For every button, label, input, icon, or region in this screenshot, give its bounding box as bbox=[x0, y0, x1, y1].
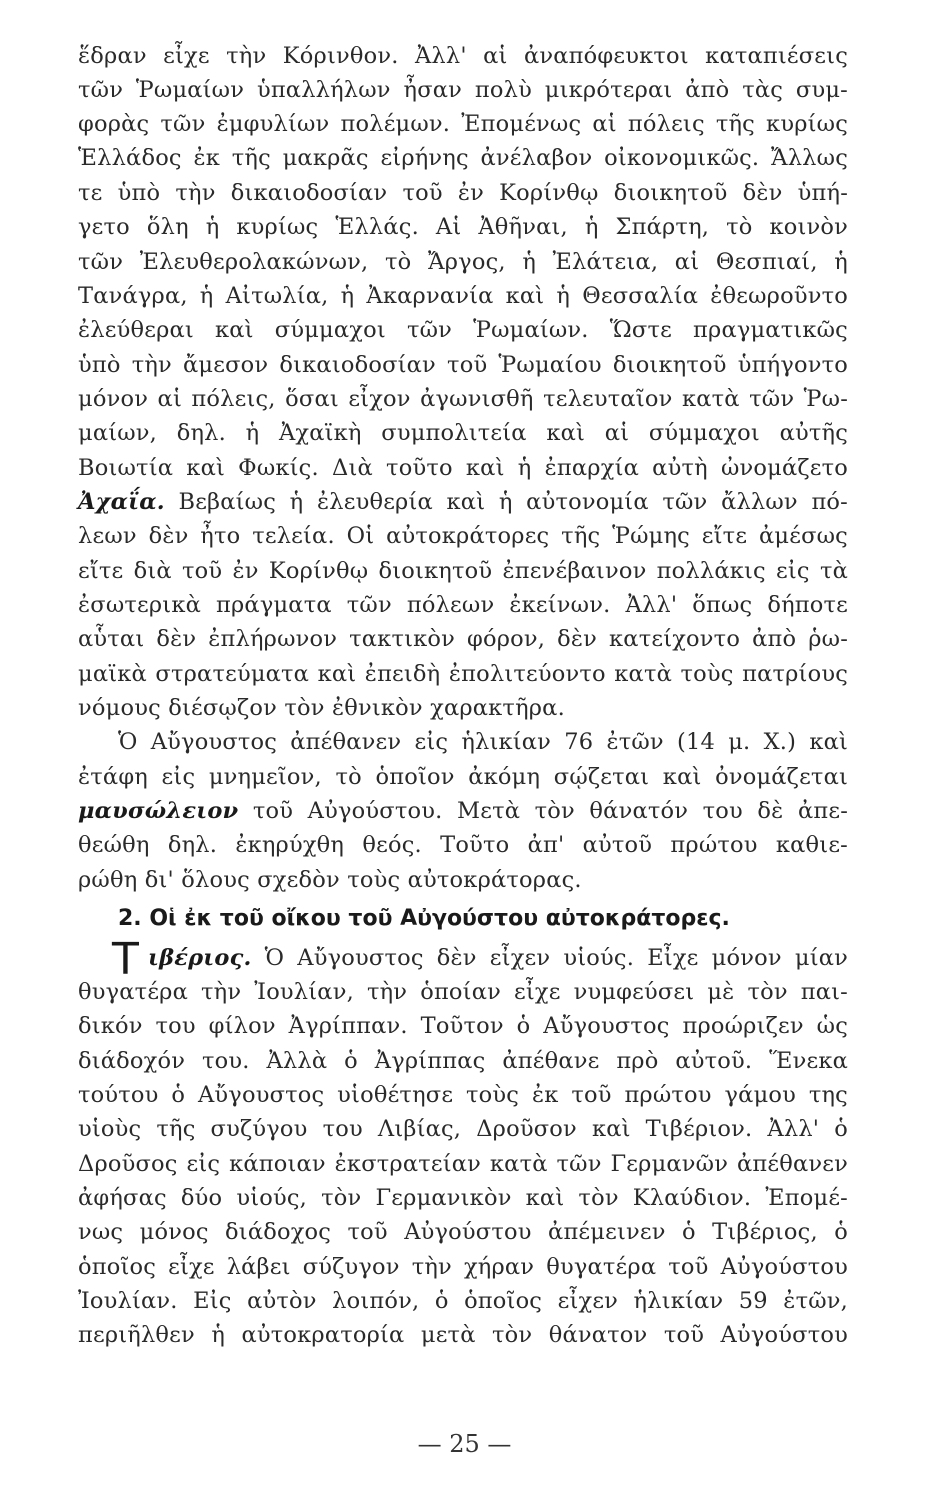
text-line: Ἑλλάδος ἐκ τῆς μακρᾶς εἰρήνης ἀνέλαβον οἰκονομικῶς. Ἄλλως bbox=[78, 145, 848, 171]
text-line: ρώθη δι' ὅλους σχεδὸν τοὺς αὐτοκράτορας. bbox=[78, 867, 582, 893]
text-line: τε ὑπὸ τὴν δικαιοδοσίαν τοῦ ἐν Κορίνθῳ διοικητοῦ δὲν ὑπή- bbox=[78, 180, 848, 206]
text-span: τοῦ Αὐγούστου. Μετὰ τὸν θάνατόν του δὲ ἀπε- bbox=[238, 798, 848, 824]
text-line: Ὁ Αὔγουστος ἀπέθανεν εἰς ἡλικίαν 76 ἐτῶν (14 μ. Χ.) καὶ bbox=[118, 729, 848, 755]
text-line: γετο ὅλη ἡ κυρίως Ἑλλάς. Αἱ Ἀθῆναι, ἡ Σπάρτη, τὸ κοινὸν bbox=[78, 214, 848, 240]
text-line: διάδοχόν του. Ἀλλὰ ὁ Ἀγρίππας ἀπέθανε πρὸ αὐτοῦ. Ἕνεκα bbox=[78, 1048, 848, 1074]
text-line: θεώθη δηλ. ἐκηρύχθη θεός. Τοῦτο ἀπ' αὐτοῦ πρώτου καθιε- bbox=[78, 832, 848, 858]
text-line: θυγατέρα τὴν Ἰουλίαν, τὴν ὁποίαν εἶχε νυμφεύσει μὲ τὸν παι- bbox=[78, 979, 848, 1005]
text-line: δικόν του φίλον Ἀγρίππαν. Τοῦτον ὁ Αὔγουστος προώριζεν ὡς bbox=[78, 1013, 848, 1039]
text-line: φορὰς τῶν ἐμφυλίων πολέμων. Ἐπομένως αἱ πόλεις τῆς κυρίως bbox=[78, 111, 848, 137]
mausoleum-term: μαυσώλειον bbox=[78, 798, 239, 824]
text-line: ἐλεύθεραι καὶ σύμμαχοι τῶν Ῥωμαίων. Ὥστε πραγματικῶς bbox=[78, 317, 848, 343]
text-line: ἐσωτερικὰ πράγματα τῶν πόλεων ἐκείνων. Ἀλλ' ὅπως δήποτε bbox=[78, 592, 848, 618]
text-span: Ὁ Αὔγουστος δὲν εἶχεν υἱούς. Εἶχε μόνον μίαν bbox=[251, 945, 848, 971]
text-line: Δροῦσος εἰς κάποιαν ἐκστρατείαν κατὰ τῶν Γερμανῶν ἀπέθανεν bbox=[78, 1151, 848, 1177]
drop-cap: Τ bbox=[112, 934, 139, 985]
text-line: τούτου ὁ Αὔγουστος υἱοθέτησε τοὺς ἐκ τοῦ πρώτου γάμου της bbox=[78, 1082, 848, 1108]
text-line: μαίων, δηλ. ἡ Ἀχαϊκὴ συμπολιτεία καὶ αἱ σύμμαχοι αὐτῆς bbox=[78, 420, 848, 446]
section-heading: 2. Οἱ ἐκ τοῦ οἴκου τοῦ Αὐγούστου αὐτοκράτορες. bbox=[118, 906, 730, 931]
text-line-mausoleum bbox=[78, 795, 848, 827]
text-line: ὁποῖος εἶχε λάβει σύζυγον τὴν χήραν θυγατέρα τοῦ Αὐγούστου bbox=[78, 1254, 848, 1280]
text-line: νως μόνος διάδοχος τοῦ Αὐγούστου ἀπέμεινεν ὁ Τιβέριος, ὁ bbox=[78, 1219, 848, 1245]
text-line: ἕδραν εἶχε τὴν Κόρινθον. Ἀλλ' αἱ ἀναπόφευκτοι καταπιέσεις bbox=[78, 43, 848, 69]
achaia-term: Ἀχαΐα. bbox=[78, 489, 165, 515]
text-line: Βοιωτία καὶ Φωκίς. Διὰ τοῦτο καὶ ἡ ἐπαρχία αὐτὴ ὠνομάζετο bbox=[78, 455, 848, 481]
text-span: Βεβαίως ἡ ἐλευθερία καὶ ἡ αὐτονομία τῶν ἄλλων πό- bbox=[164, 489, 848, 515]
text-line: νόμους διέσῳζον τὸν ἐθνικὸν χαρακτῆρα. bbox=[78, 695, 565, 721]
text-line: ἀφήσας δύο υἱούς, τὸν Γερμανικὸν καὶ τὸν Κλαύδιον. Ἐπομέ- bbox=[78, 1185, 848, 1211]
text-line: αὗται δὲν ἐπλήρωνον τακτικὸν φόρον, δὲν κατείχοντο ἀπὸ ῥω- bbox=[78, 626, 848, 652]
text-line: εἴτε διὰ τοῦ ἐν Κορίνθῳ διοικητοῦ ἐπενέβαινον πολλάκις εἰς τὰ bbox=[78, 558, 848, 584]
text-line-achaia bbox=[78, 486, 848, 518]
text-line: Ἰουλίαν. Εἰς αὐτὸν λοιπόν, ὁ ὁποῖος εἶχεν ἡλικίαν 59 ἐτῶν, bbox=[78, 1288, 848, 1314]
text-line: τῶν Ἐλευθερολακώνων, τὸ Ἄργος, ἡ Ἐλάτεια, αἱ Θεσπιαί, ἡ bbox=[78, 249, 848, 275]
text-line: Τανάγρα, ἡ Αἰτωλία, ἡ Ἀκαρνανία καὶ ἡ Θεσσαλία ἐθεωροῦντο bbox=[78, 283, 848, 309]
text-line: τῶν Ῥωμαίων ὑπαλλήλων ἦσαν πολὺ μικρότεραι ἀπὸ τὰς συμ- bbox=[78, 77, 848, 103]
text-line: περιῆλθεν ἡ αὐτοκρατορία μετὰ τὸν θάνατον τοῦ Αὐγούστου bbox=[78, 1322, 848, 1348]
text-line: μόνον αἱ πόλεις, ὅσαι εἶχον ἀγωνισθῆ τελευταῖον κατὰ τῶν Ῥω- bbox=[78, 386, 848, 412]
text-line: ἐτάφη εἰς μνημεῖον, τὸ ὁποῖον ἀκόμη σῴζεται καὶ ὀνομάζεται bbox=[78, 764, 848, 790]
page-number: — 25 — bbox=[417, 1430, 512, 1458]
tiberius-term: ιβέριος. bbox=[148, 945, 252, 971]
text-line: υἱοὺς τῆς συζύγου του Λιβίας, Δροῦσον καὶ Τιβέριον. Ἀλλ' ὁ bbox=[78, 1116, 848, 1142]
text-line-tiberius bbox=[148, 942, 848, 974]
text-line: λεων δὲν ἦτο τελεία. Οἱ αὐτοκράτορες τῆς Ῥώμης εἴτε ἀμέσως bbox=[78, 523, 848, 549]
text-line: μαϊκὰ στρατεύματα καὶ ἐπειδὴ ἐπολιτεύοντο κατὰ τοὺς πατρίους bbox=[78, 661, 848, 687]
text-line: ὑπὸ τὴν ἄμεσον δικαιοδοσίαν τοῦ Ῥωμαίου διοικητοῦ ὑπήγοντο bbox=[78, 352, 848, 378]
